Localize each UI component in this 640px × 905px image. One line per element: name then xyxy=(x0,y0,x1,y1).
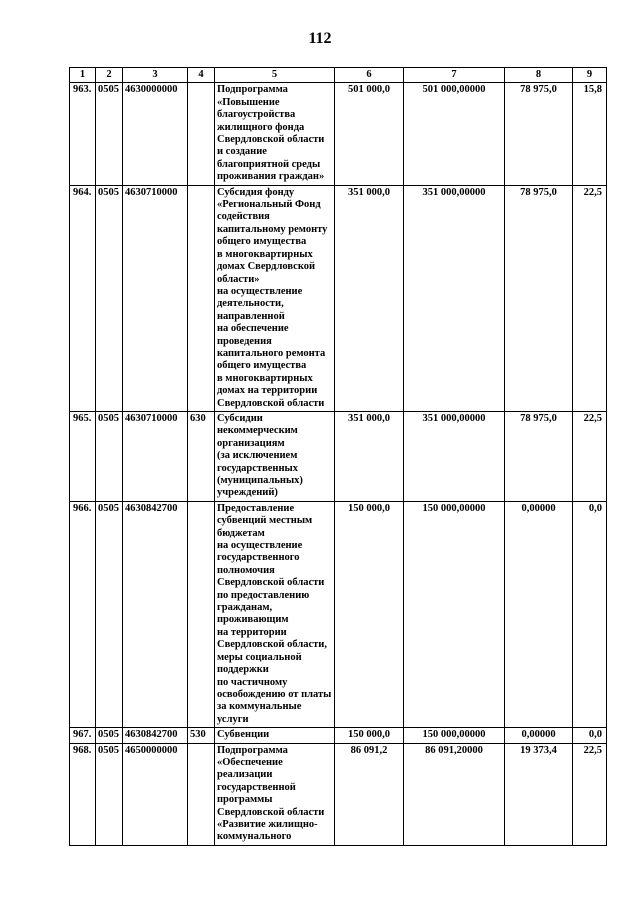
execution-percent: 15,8 xyxy=(573,83,607,185)
executed-amount: 78 975,0 xyxy=(505,83,573,185)
limit-amount: 351 000,00000 xyxy=(404,411,505,501)
table-row xyxy=(70,728,607,743)
target-article-code: 4630842700 xyxy=(123,501,188,727)
column-header: 2 xyxy=(96,68,123,83)
table-row xyxy=(70,501,607,727)
executed-amount: 19 373,4 xyxy=(505,743,573,845)
executed-amount: 0,00000 xyxy=(505,728,573,743)
section-code: 0505 xyxy=(96,185,123,411)
planned-amount: 351 000,0 xyxy=(335,185,404,411)
table-row xyxy=(70,411,607,501)
header-row xyxy=(70,68,607,83)
section-code: 0505 xyxy=(96,501,123,727)
table-row xyxy=(70,83,607,185)
page-number: 112 xyxy=(308,30,332,47)
column-header: 4 xyxy=(188,68,215,83)
limit-amount: 150 000,00000 xyxy=(404,501,505,727)
item-name: Предоставление субвенций местным бюджетам на осуществление государственного полномочия Свердловской области по предоставлению гражданам, проживающим на территории Свердловской области, меры социальной поддержки по частичному освобождению от платы за коммунальные услуги xyxy=(215,501,335,727)
target-article-code: 4630842700 xyxy=(123,728,188,743)
row-number: 965. xyxy=(70,411,96,501)
execution-percent: 22,5 xyxy=(573,185,607,411)
execution-percent: 0,0 xyxy=(573,501,607,727)
item-name: Подпрограмма «Повышение благоустройства жилищного фонда Свердловской области и создание благоприятной среды проживания граждан» xyxy=(215,83,335,185)
executed-amount: 78 975,0 xyxy=(505,185,573,411)
planned-amount: 351 000,0 xyxy=(335,411,404,501)
row-number: 964. xyxy=(70,185,96,411)
expense-type-code: 630 xyxy=(188,411,215,501)
item-name: Субсидия фонду «Региональный Фонд содействия капитальному ремонту общего имущества в многоквартирных домах Свердловской области» на осуществление деятельности, направленной на обеспечение проведения капитального ремонта общего имущества в многоквартирных домах на территории Свердловской области xyxy=(215,185,335,411)
planned-amount: 501 000,0 xyxy=(335,83,404,185)
planned-amount: 150 000,0 xyxy=(335,728,404,743)
planned-amount: 86 091,2 xyxy=(335,743,404,845)
section-code: 0505 xyxy=(96,411,123,501)
execution-percent: 22,5 xyxy=(573,411,607,501)
executed-amount: 0,00000 xyxy=(505,501,573,727)
column-header: 3 xyxy=(123,68,188,83)
execution-percent: 0,0 xyxy=(573,728,607,743)
table-row xyxy=(70,743,607,845)
target-article-code: 4630000000 xyxy=(123,83,188,185)
table-row xyxy=(70,185,607,411)
column-header: 5 xyxy=(215,68,335,83)
expense-type-code xyxy=(188,83,215,185)
budget-table xyxy=(69,67,607,846)
row-number: 967. xyxy=(70,728,96,743)
item-name: Субсидии некоммерческим организациям (за исключением государственных (муниципальных) учреждений) xyxy=(215,411,335,501)
column-header: 6 xyxy=(335,68,404,83)
item-name: Субвенции xyxy=(215,728,335,743)
expense-type-code xyxy=(188,185,215,411)
section-code: 0505 xyxy=(96,83,123,185)
column-header: 9 xyxy=(573,68,607,83)
item-name: Подпрограмма «Обеспечение реализации государственной программы Свердловской области «Развитие жилищно- коммунального xyxy=(215,743,335,845)
column-header: 8 xyxy=(505,68,573,83)
target-article-code: 4630710000 xyxy=(123,411,188,501)
target-article-code: 4630710000 xyxy=(123,185,188,411)
execution-percent: 22,5 xyxy=(573,743,607,845)
expense-type-code: 530 xyxy=(188,728,215,743)
limit-amount: 351 000,00000 xyxy=(404,185,505,411)
limit-amount: 501 000,00000 xyxy=(404,83,505,185)
limit-amount: 150 000,00000 xyxy=(404,728,505,743)
target-article-code: 4650000000 xyxy=(123,743,188,845)
row-number: 968. xyxy=(70,743,96,845)
row-number: 963. xyxy=(70,83,96,185)
executed-amount: 78 975,0 xyxy=(505,411,573,501)
section-code: 0505 xyxy=(96,728,123,743)
column-header: 7 xyxy=(404,68,505,83)
section-code: 0505 xyxy=(96,743,123,845)
expense-type-code xyxy=(188,501,215,727)
planned-amount: 150 000,0 xyxy=(335,501,404,727)
column-header: 1 xyxy=(70,68,96,83)
expense-type-code xyxy=(188,743,215,845)
limit-amount: 86 091,20000 xyxy=(404,743,505,845)
row-number: 966. xyxy=(70,501,96,727)
